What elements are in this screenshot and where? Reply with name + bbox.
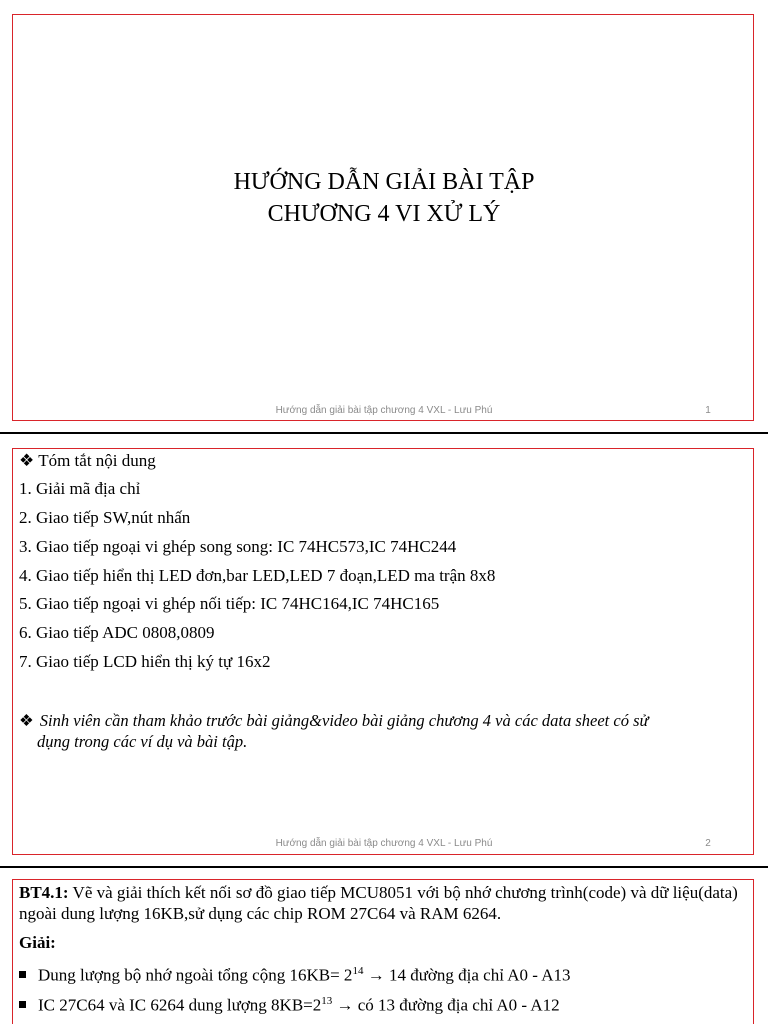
- list-item: 3. Giao tiếp ngoại vi ghép song song: IC 74HC573,IC 74HC244: [19, 537, 457, 556]
- slide-3: [0, 868, 768, 1024]
- bullet-text: Dung lượng bộ nhớ ngoài tổng cộng 16KB= 2: [38, 965, 353, 985]
- page-number: 2: [705, 838, 711, 849]
- bullet-text: IC 27C64 và IC 6264 dung lượng 8KB=2: [38, 995, 322, 1015]
- note-line-1: Sinh viên cần tham khảo trước bài giảng&video bài giảng chương 4 và các data sheet có sử: [39, 711, 649, 730]
- list-item: 1. Giải mã địa chỉ: [19, 479, 141, 498]
- note-line-2: dụng trong các ví dụ và bài tập.: [37, 732, 248, 751]
- student-note: [19, 710, 754, 752]
- diamond-bullet-icon: ❖: [19, 451, 35, 470]
- slide-1: [0, 0, 768, 432]
- summary-heading: [19, 451, 156, 471]
- list-item: 7. Giao tiếp LCD hiển thị ký tự 16x2: [19, 652, 271, 671]
- square-bullet-icon: [19, 971, 26, 978]
- title-line-1: HƯỚNG DẪN GIẢI BÀI TẬP: [233, 169, 535, 195]
- summary-heading-text: Tóm tắt nội dung: [38, 451, 156, 470]
- slide-footer: Hướng dẫn giải bài tập chương 4 VXL - Lưu Phú: [275, 405, 493, 416]
- problem-text: Vẽ và giải thích kết nối sơ đồ giao tiếp MCU8051 với bộ nhớ chương trình(code) và dữ liệu(data) ngoài dung lượng 16KB,sử dụng các chip ROM 27C64 và RAM 6264.: [19, 883, 738, 923]
- list-item: 5. Giao tiếp ngoại vi ghép nối tiếp: IC 74HC164,IC 74HC165: [19, 594, 440, 613]
- exponent: 14: [352, 965, 364, 977]
- page-number: 1: [705, 405, 711, 416]
- square-bullet-icon: [19, 1001, 26, 1008]
- bullet-text: → có 13 đường địa chỉ A0 - A12: [332, 995, 560, 1015]
- slide-2: [0, 434, 768, 866]
- diamond-bullet-icon: ❖: [19, 711, 34, 730]
- list-item: 4. Giao tiếp hiển thị LED đơn,bar LED,LED 7 đoạn,LED ma trận 8x8: [19, 566, 496, 585]
- slide-footer: Hướng dẫn giải bài tập chương 4 VXL - Lưu Phú: [275, 838, 493, 849]
- list-item: 2. Giao tiếp SW,nút nhấn: [19, 508, 191, 527]
- list-item: 6. Giao tiếp ADC 0808,0809: [19, 623, 215, 642]
- problem-statement: [19, 882, 754, 924]
- solution-label: Giải:: [19, 933, 56, 952]
- bullet-text: → 14 đường địa chỉ A0 - A13: [363, 965, 571, 985]
- list-item: [19, 961, 571, 986]
- problem-label: BT4.1:: [19, 883, 69, 902]
- exponent: 13: [321, 995, 333, 1007]
- list-item: [19, 991, 560, 1016]
- slide-title: [0, 166, 768, 230]
- title-line-2: CHƯƠNG 4 VI XỬ LÝ: [267, 201, 501, 227]
